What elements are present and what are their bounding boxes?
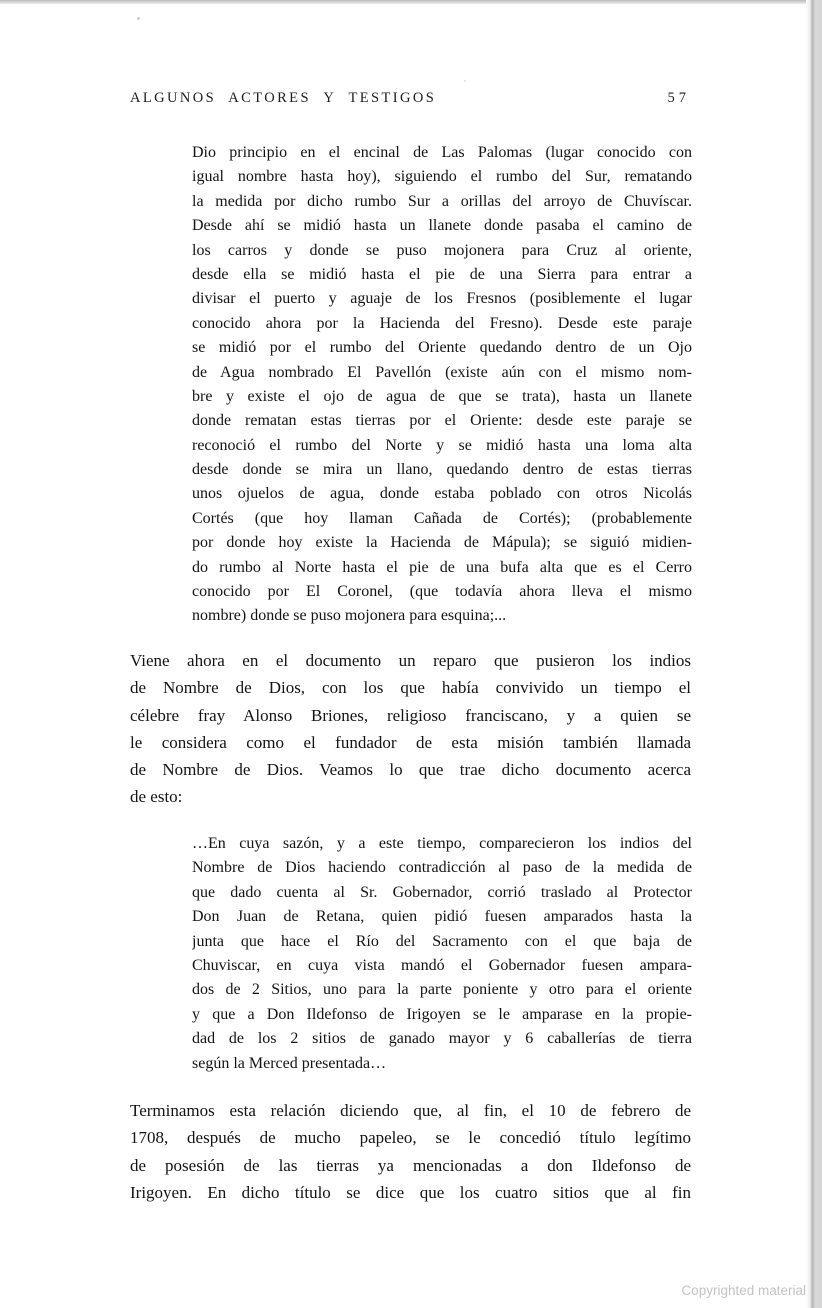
scan-edge-top xyxy=(0,0,822,4)
copyright-watermark: Copyrighted material xyxy=(681,1283,806,1298)
text-line: Nombre de Dios haciendo contradicción al paso de la medida de xyxy=(192,859,692,877)
text-line: de Agua nombrado El Pavellón (existe aún con el mismo nom- xyxy=(192,363,692,381)
text-line: los carros y donde se puso mojonera para Cruz al oriente, xyxy=(192,241,692,259)
scan-speck xyxy=(464,80,466,82)
text-line: donde rematan estas tierras por el Oriente: desde este paraje se xyxy=(192,412,692,430)
text-line: Viene ahora en el documento un reparo que pusieron los indios xyxy=(130,651,691,670)
running-header xyxy=(130,90,690,107)
text-line: la medida por dicho rumbo Sur a orillas del arroyo de Chuvíscar. xyxy=(192,192,692,210)
text-line: de esto: xyxy=(130,787,183,807)
text-line: desde ella se midió hasta el pie de una Sierra para entrar a xyxy=(192,265,692,283)
running-header-title: ALGUNOS ACTORES Y TESTIGOS xyxy=(130,90,437,106)
text-line: y que a Don Ildefonso de Irigoyen se le amparase en la propie- xyxy=(192,1005,692,1023)
text-line: divisar el puerto y aguaje de los Fresnos (posiblemente el lugar xyxy=(192,290,692,308)
blockquote-en-cuya-sazon xyxy=(192,832,692,1076)
text-line: conocido por El Coronel, (que todavía ahora lleva el mismo xyxy=(192,583,692,601)
text-line: se midió por el rumbo del Oriente quedando dentro de un Ojo xyxy=(192,339,692,357)
text-line: Terminamos esta relación diciendo que, al fin, el 10 de febrero de xyxy=(130,1101,691,1120)
text-line: Irigoyen. En dicho título se dice que los cuatro sitios que al fin xyxy=(130,1182,691,1202)
text-line: conocido ahora por la Hacienda del Fresno). Desde este paraje xyxy=(192,314,692,332)
text-line: dos de 2 Sitios, uno para la parte poniente y otro para el oriente xyxy=(192,981,692,999)
text-line: de Nombre de Dios. Veamos lo que trae dicho documento acerca xyxy=(130,760,691,780)
text-line: igual nombre hasta hoy), siguiendo el rumbo del Sur, rematando xyxy=(192,168,692,186)
text-line: desde donde se mira un llano, quedando dentro de estas tierras xyxy=(192,461,692,479)
text-line: junta que hace el Río del Sacramento con el que baja de xyxy=(192,932,692,950)
text-line: célebre fray Alonso Briones, religioso franciscano, y a quien se xyxy=(130,705,691,725)
text-line: Cortés (que hoy llaman Cañada de Cortés); (probablemente xyxy=(192,509,692,527)
text-line: que dado cuenta al Sr. Gobernador, corrió traslado al Protector xyxy=(192,883,692,901)
text-line: do rumbo al Norte hasta el pie de una bufa alta que es el Cerro xyxy=(192,558,692,576)
text-line: Dio principio en el encinal de Las Palomas (lugar conocido con xyxy=(192,144,692,161)
paragraph-viene-ahora xyxy=(130,647,691,811)
text-line: Desde ahí se midió hasta un llanete donde pasaba el camino de xyxy=(192,217,692,235)
text-line: …En cuya sazón, y a este tiempo, comparecieron los indios del xyxy=(192,835,692,852)
text-line: le considera como el fundador de esta misión también llamada xyxy=(130,732,691,752)
blockquote-land-survey xyxy=(192,141,692,629)
text-line: según la Merced presentada… xyxy=(192,1054,387,1072)
text-line: de Nombre de Dios, con los que había convivido un tiempo el xyxy=(130,678,691,698)
text-line: Don Juan de Retana, quien pidió fuesen amparados hasta la xyxy=(192,908,692,926)
text-line: dad de los 2 sitios de ganado mayor y 6 caballerías de tierra xyxy=(192,1030,692,1048)
text-line: unos ojuelos de agua, donde estaba poblado con otros Nicolás xyxy=(192,485,692,503)
page-number: 57 xyxy=(667,90,690,106)
text-line: 1708, después de mucho papeleo, se le concedió título legítimo xyxy=(130,1128,691,1148)
text-line: de posesión de las tierras ya mencionadas a don Ildefonso de xyxy=(130,1155,691,1175)
text-line: bre y existe el ojo de agua de que se trata), hasta un llanete xyxy=(192,387,692,405)
text-line: por donde hoy existe la Hacienda de Mápula); se siguió midien- xyxy=(192,534,692,552)
scan-speck xyxy=(137,17,140,20)
paragraph-terminamos xyxy=(130,1097,691,1206)
text-line: Chuviscar, en cuya vista mandó el Gobernador fuesen ampara- xyxy=(192,956,692,974)
text-line: reconoció el rumbo del Norte y se midió hasta una loma alta xyxy=(192,436,692,454)
scan-edge-right xyxy=(806,0,822,1308)
text-line: nombre) donde se puso mojonera para esquina;... xyxy=(192,607,507,625)
